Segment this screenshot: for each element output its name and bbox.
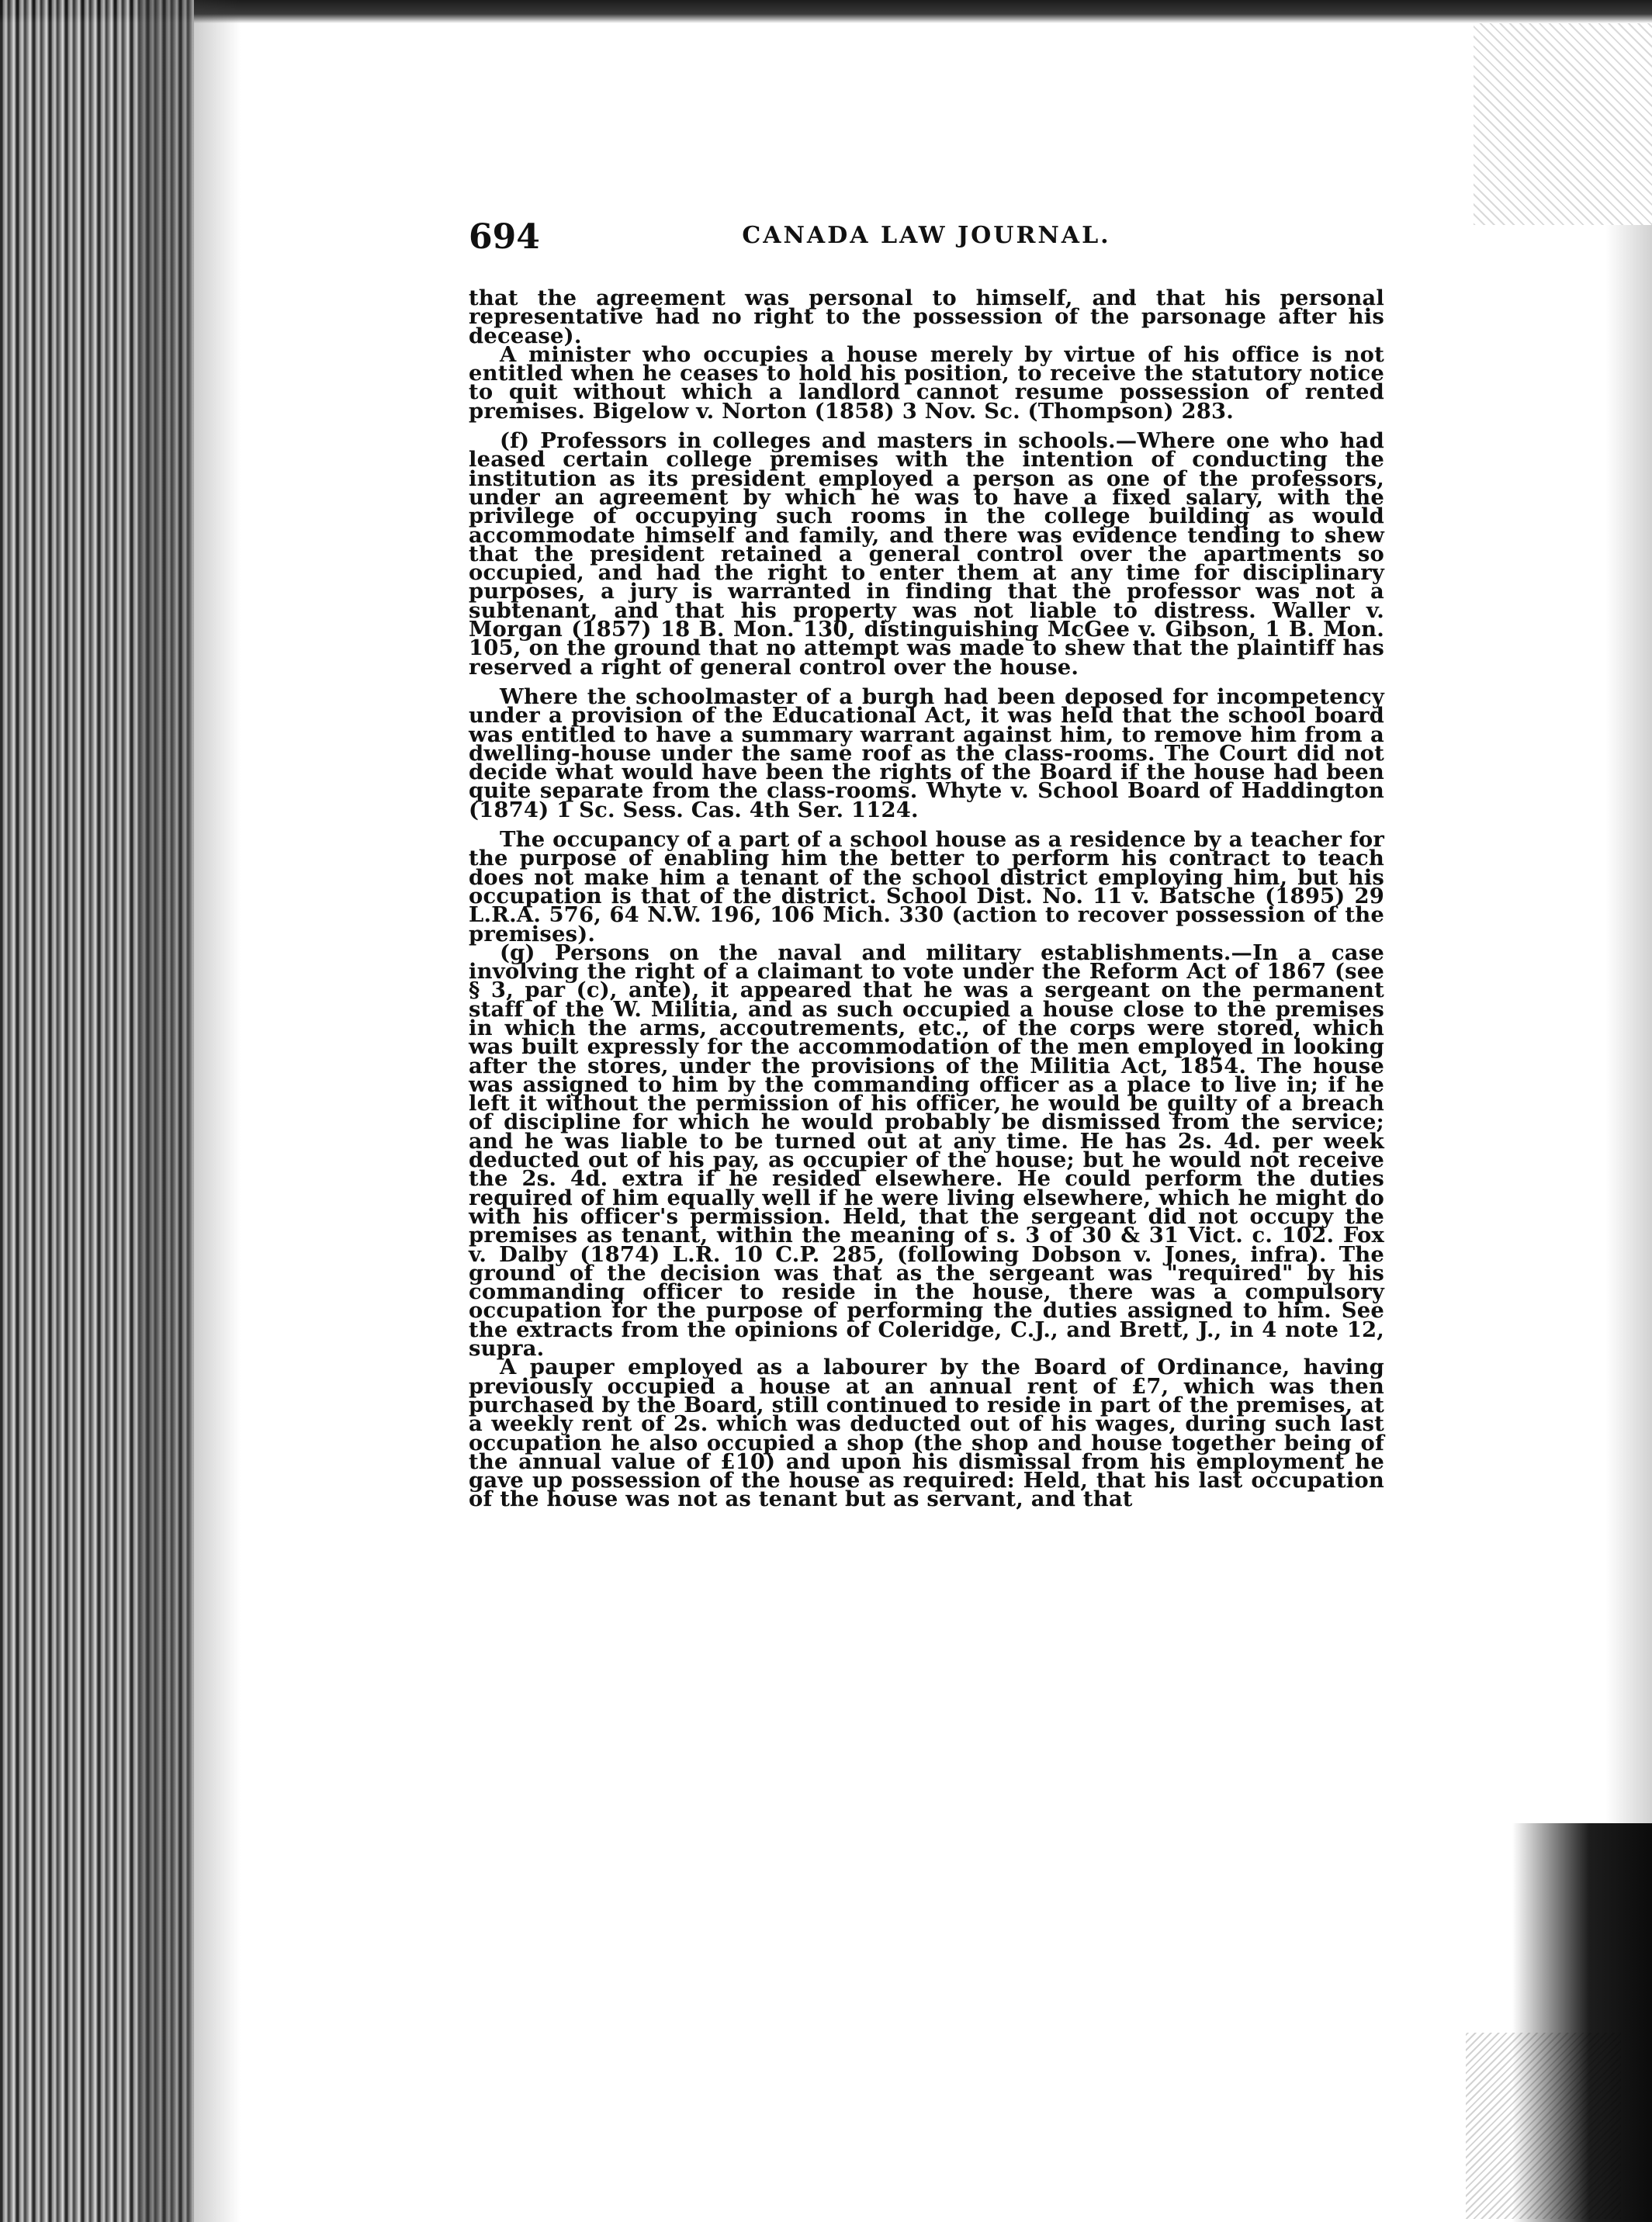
paragraph: The occupancy of a part of a school house as a residence by a teacher for the purpose of enabling him the better to perform his contract to teach does not make him a tenant of the school district employing him, but his occupation is that of the district. School Dist. No. 11 v. Batsche (1895) 29 L.R.A. 576, 64 N.W. 196, 106 Mich. 330 (action to recover possession of the premises).: [469, 827, 1384, 947]
paragraph: that the agreement was personal to himself, and that his personal representative had no right to the possession of the parsonage after his decease).: [469, 286, 1384, 348]
scan-bottom-speckle: [1466, 2033, 1621, 2219]
scan-top-shadow: [0, 0, 1652, 23]
paragraph: Where the schoolmaster of a burgh had been deposed for incompetency under a provision of the Educational Act, it was held that the school board was entitled to have a summary warrant against him, to remove him from a dwelling-house under the same roof as the class-rooms. The Court did not decide what would have been the rights of the Board if the house had been quite separate from the class-rooms. Whyte v. School Board of Haddington (1874) 1 Sc. Sess. Cas. 4th Ser. 1124.: [469, 684, 1384, 822]
page-header: [469, 217, 1384, 264]
paragraph: A pauper employed as a labourer by the Board of Ordinance, having previously occupied a house at an annual rent of £7, which was then purchased by the Board, still continued to reside in part of the premises, at a weekly rent of 2s. which was deducted out of his wages, during such last occupation he also occupied a shop (the shop and house together being of the annual value of £10) and upon his dismissal from his employment he gave up possession of the house as required: Held, that his last occupation of the house was not as tenant but as servant, and that: [469, 1355, 1384, 1512]
page-number: 694: [469, 217, 540, 257]
scan-right-speckle: [1474, 23, 1652, 225]
paragraph: A minister who occupies a house merely by virtue of his office is not entitled when he ceases to hold his position, to receive the statutory notice to quit without which a landlord cannot resume possession of rented premises. Bigelow v. Norton (1858) 3 Nov. Sc. (Thompson) 283.: [469, 341, 1384, 424]
paragraph: (f) Professors in colleges and masters in schools.—Where one who had leased certain college premises with the intention of conducting the institution as its president employed a person as one of the professors, under an agreement by which he was to have a fixed salary, with the privilege of occupying such rooms in the college building as would accommodate himself and family, and there was evidence tending to shew that the president retained a general control over the apartments so occupied, and had the right to enter them at any time for disciplinary purposes, a jury is warranted in finding that the professor was not a subtenant, and that his property was not liable to distress. Waller v. Morgan (1857) 18 B. Mon. 130, distinguishing McGee v. Gibson, 1 B. Mon. 105, on the ground that no attempt was made to shew that the plaintiff has reserved a right of general control over the house.: [469, 428, 1384, 680]
scan-left-fade: [140, 0, 241, 2222]
running-title: CANADA LAW JOURNAL.: [742, 222, 1111, 249]
page-body: [469, 286, 1384, 1512]
paragraph: (g) Persons on the naval and military establishments.—In a case involving the right of a claimant to vote under the Reform Act of 1867 (see § 3, par (c), ante), it appeared that he was a sergeant on the permanent staff of the W. Militia, and as such occupied a house close to the premises in which the arms, accoutrements, etc., of the corps were stored, which was built expressly for the accommodation of the men employed in looking after the stores, under the provisions of the Militia Act, 1854. The house was assigned to him by the commanding officer as a place to live in; if he left it without the permission of his officer, he would be guilty of a breach of discipline for which he would probably be dismissed from the service; and he was liable to be turned out at any time. He has 2s. 4d. per week deducted out of his pay, as occupier of the house; but he would not receive the 2s. 4d. extra if he resided elsewhere. He could perform the duties required of him equally well if he were living elsewhere, which he might do with his officer's permission. Held, that the sergeant did not occupy the premises as tenant, within the meaning of s. 3 of 30 & 31 Vict. c. 102. Fox v. Dalby (1874) L.R. 10 C.P. 285, (following Dobson v. Jones, infra). The ground of the decision was that as the sergeant was "required" by his commanding officer to reside in the house, there was a compulsory occupation for the purpose of performing the duties assigned to him. See the extracts from the opinions of Coleridge, C.J., and Brett, J., in 4 note 12, supra.: [469, 940, 1384, 1362]
scan-right-shadow: [1605, 225, 1652, 1823]
